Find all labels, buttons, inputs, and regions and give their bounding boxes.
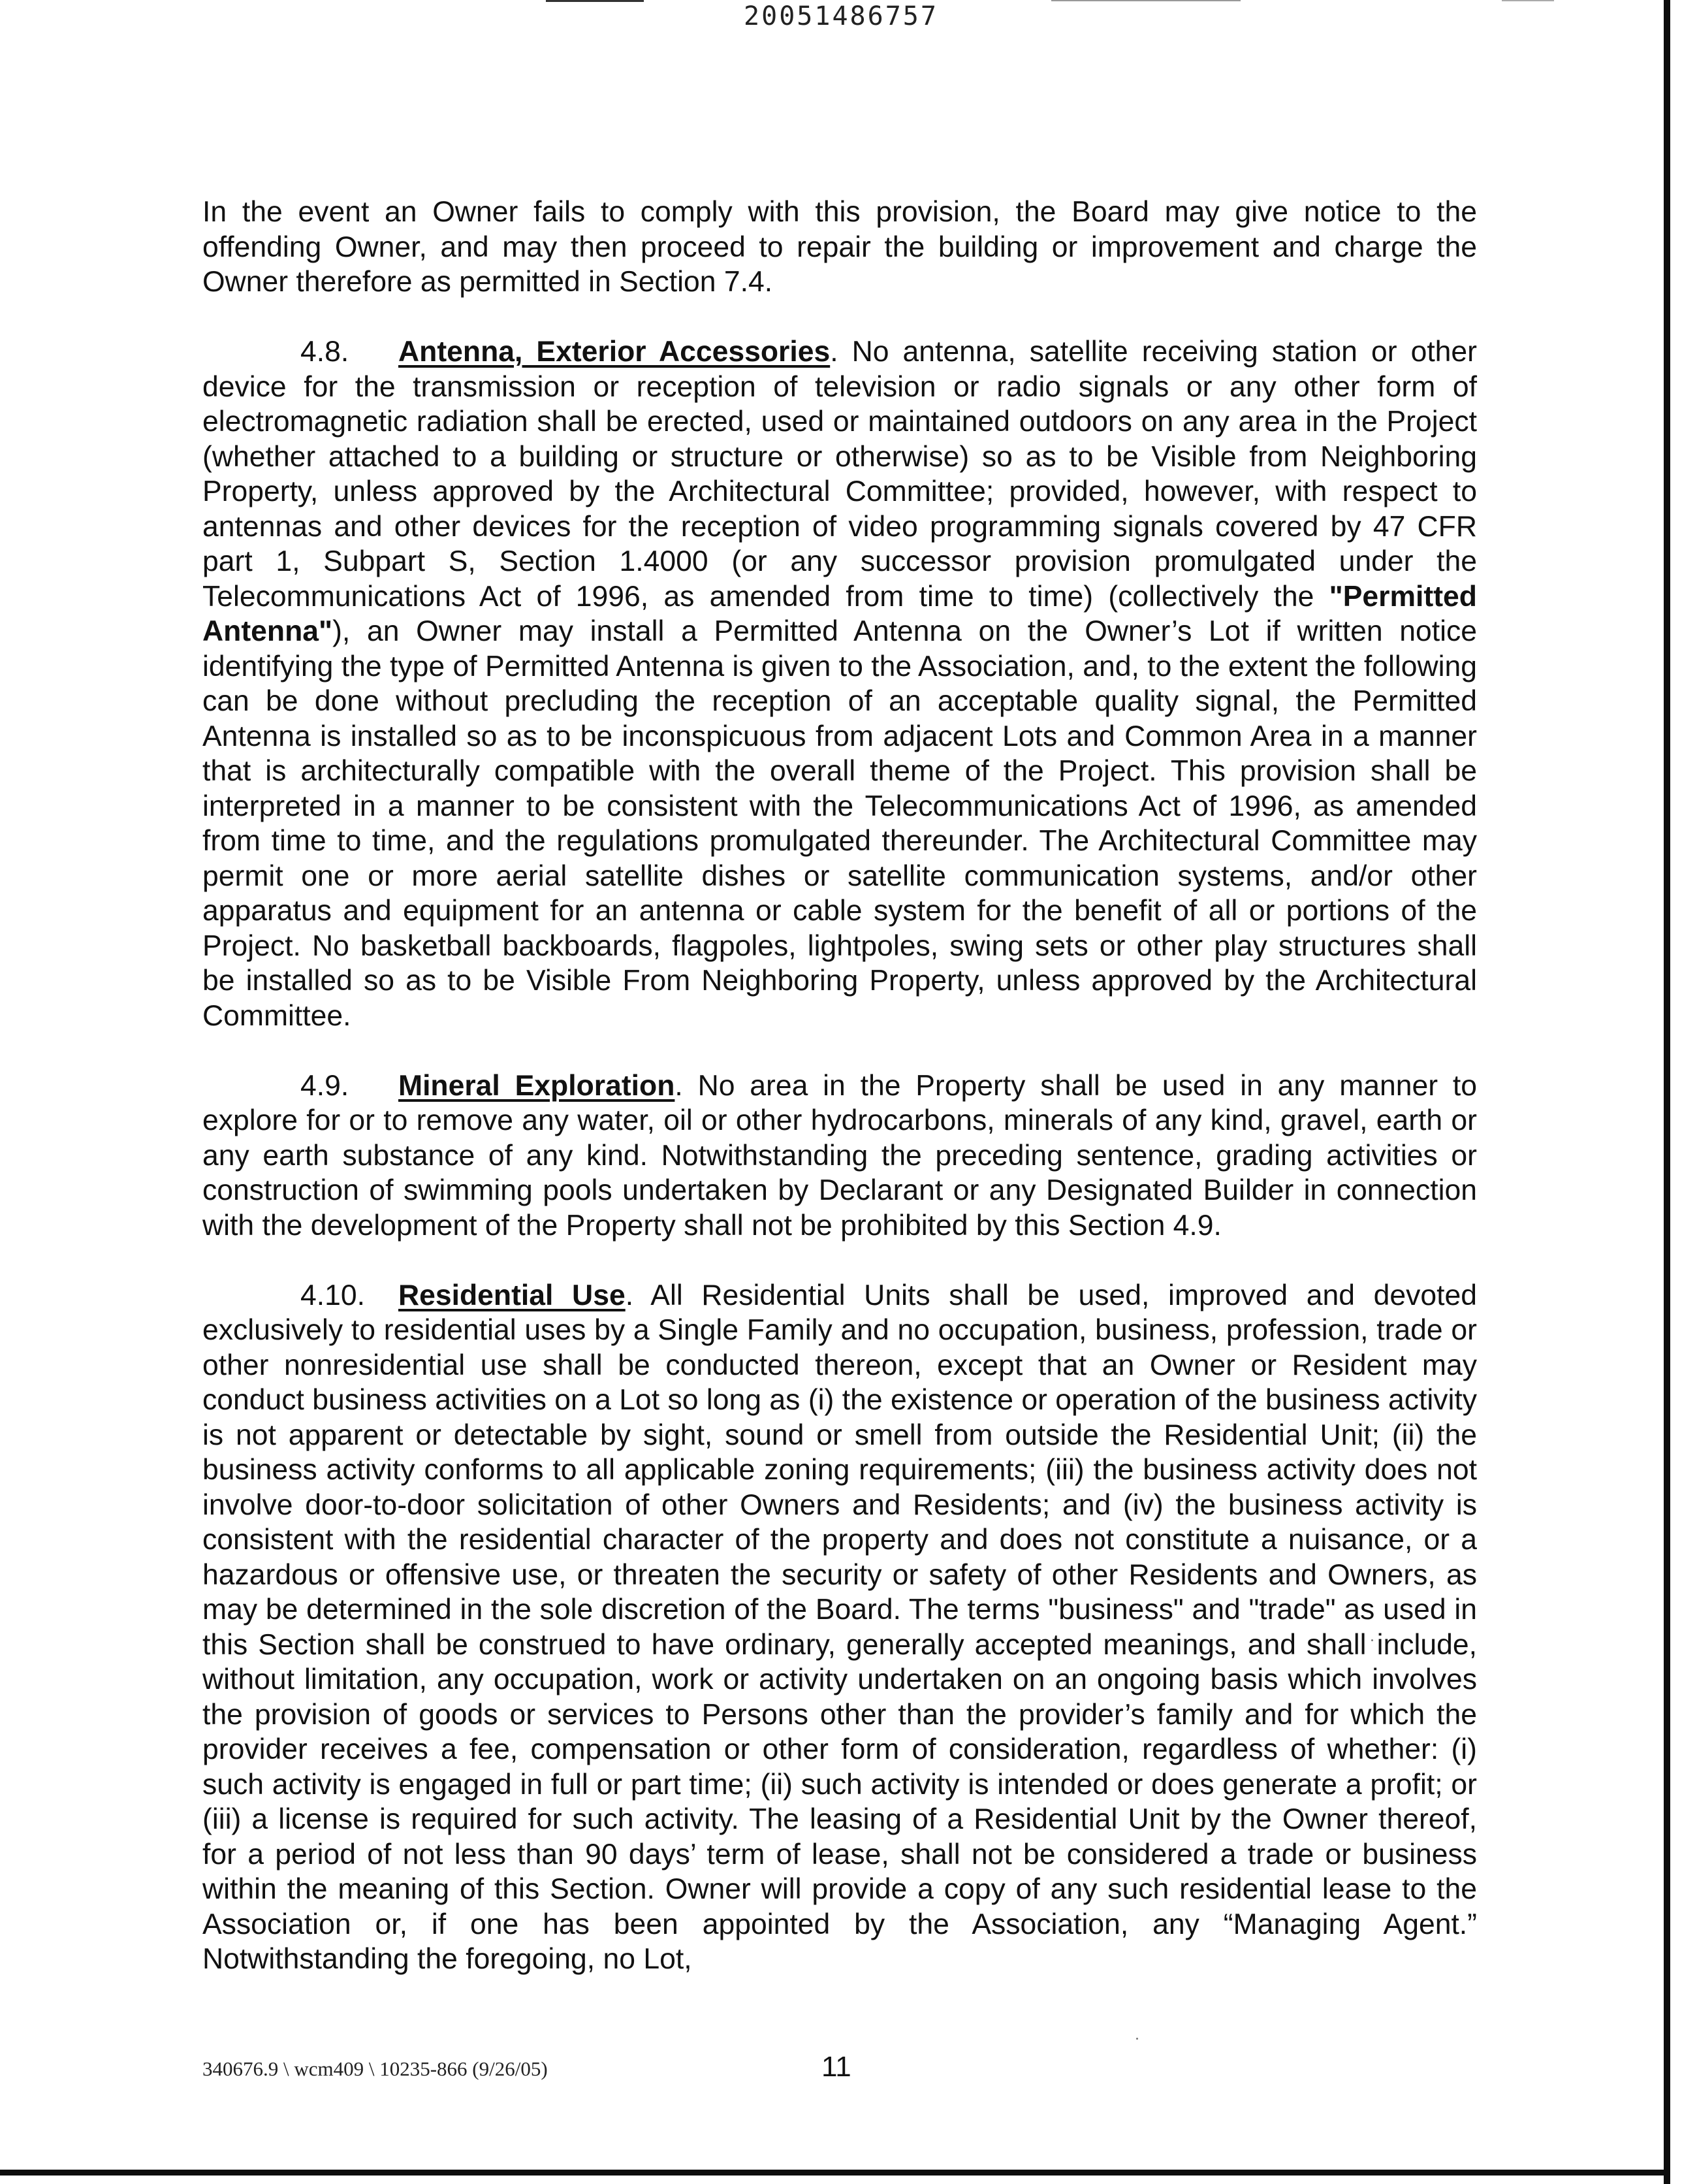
- section-text: . No antenna, satellite receiving station or other device for the transmission or reception of television or radio signals or any other form of electromagnetic radiation shall be erected, used or maintained outdoors on any area in the Project (whether attached to a building or structure or otherwise) so as to be Visible from Neighboring Property, unless approved by the Architectural Committee; provided, however, with respect to antennas and other devices for the reception of video programming signals covered by 47 CFR part 1, Subpart S, Section 1.4000 (or any successor provision promulgated under the Telecommunications Act of 1996, as amended from time to time) (collectively the: [202, 336, 1477, 613]
- section-4-10: [202, 1278, 1477, 1977]
- defined-term: "Permitted Antenna": [202, 580, 1477, 647]
- footer-file-reference: 340676.9 \ wcm409 \ 10235-866 (9/26/05): [202, 2057, 548, 2080]
- paragraph-intro: In the event an Owner fails to comply with this provision, the Board may give notice to the offending Owner, and may then proceed to repair the building or improvement and charge the Owner therefore as permitted in Section 7.4.: [202, 196, 1477, 298]
- page-number: 11: [821, 2051, 851, 2083]
- section-text: . All Residential Units shall be used, improved and devoted exclusively to residential uses by a Single Family and no occupation, business, profession, trade or other nonresidential use shall be conducted thereon, except that an Owner or Resident may conduct business activities on a Lot so long as (i) the existence or operation of the business activity is not apparent or detectable by sight, sound or smell from outside the Residential Unit; (ii) the business activity conforms to all applicable zoning requirements; (iii) the business activity does not involve door-to-door solicitation of other Owners and Residents; and (iv) the business activity is consistent with the residential character of the property and does not constitute a nuisance, or a hazardous or offensive use, or threaten the security or safety of other Residents and Owners, as may be determined in the sole discretion of the Board. The terms "business" and "trade" as used in this Section shall be construed to have ordinary, generally accepted meanings, and shall include, without limitation, any occupation, work or activity undertaken on an ongoing basis which involves the provision of goods or services to Persons other than the provider’s family and for which the provider receives a fee, compensation or other form of consideration, regardless of whether: (i) such activity is engaged in full or part time; (ii) such activity is intended or does generate a profit; or (iii) a license is required for such activity. The leasing of a Residential Unit by the Owner thereof, for a period of not less than 90 days’ term of lease, shall not be considered a trade or business within the meaning of this Section. Owner will provide a copy of any such residential lease to the Association or, if one has been appointed by the Association, any “Managing Agent.” Notwithstanding the foregoing, no Lot,: [202, 1279, 1477, 1975]
- document-body: [202, 195, 1477, 1977]
- section-number: 4.8.: [300, 336, 349, 368]
- document-number: 20051486757: [744, 1, 938, 31]
- section-text: . No area in the Property shall be used in any manner to explore for or to remove any water, oil or other hydrocarbons, minerals of any kind, gravel, earth or any earth substance of any kind. Notwithstanding the preceding sentence, grading activities or construction of swimming pools undertaken by Declarant or any Designated Builder in connection with the development of the Property shall not be prohibited by this Section 4.9.: [202, 1069, 1477, 1242]
- section-4-9: [202, 1068, 1477, 1244]
- section-heading: Antenna, Exterior Accessories: [398, 336, 831, 368]
- section-text: ), an Owner may install a Permitted Antenna on the Owner’s Lot if written notice identifying the type of Permitted Antenna is given to the Association, and, to the extent the following can be done without precluding the reception of an acceptable quality signal, the Permitted Antenna is installed so as to be inconspicuous from adjacent Lots and Common Area in a manner that is architecturally compatible with the overall theme of the Project. This provision shall be interpreted in a manner to be consistent with the Telecommunications Act of 1996, as amended from time to time, and the regulations promulgated thereunder. The Architectural Committee may permit one or more aerial satellite dishes or satellite communication systems, and/or other apparatus and equipment for an antenna or cable system for the benefit of all or portions of the Project. No basketball backboards, flagpoles, lightpoles, swing sets or other play structures shall be installed so as to be Visible From Neighboring Property, unless approved by the Architectural Committee.: [202, 615, 1477, 1032]
- scan-border-right: [1664, 0, 1670, 2184]
- section-heading: Mineral Exploration: [398, 1069, 675, 1102]
- section-4-8: [202, 334, 1477, 1033]
- scan-speck: [1136, 2038, 1138, 2040]
- section-number: 4.9.: [300, 1069, 349, 1102]
- section-number: 4.10.: [300, 1279, 365, 1311]
- section-heading: Residential Use: [398, 1279, 626, 1311]
- scan-border-bottom: [0, 2170, 1670, 2176]
